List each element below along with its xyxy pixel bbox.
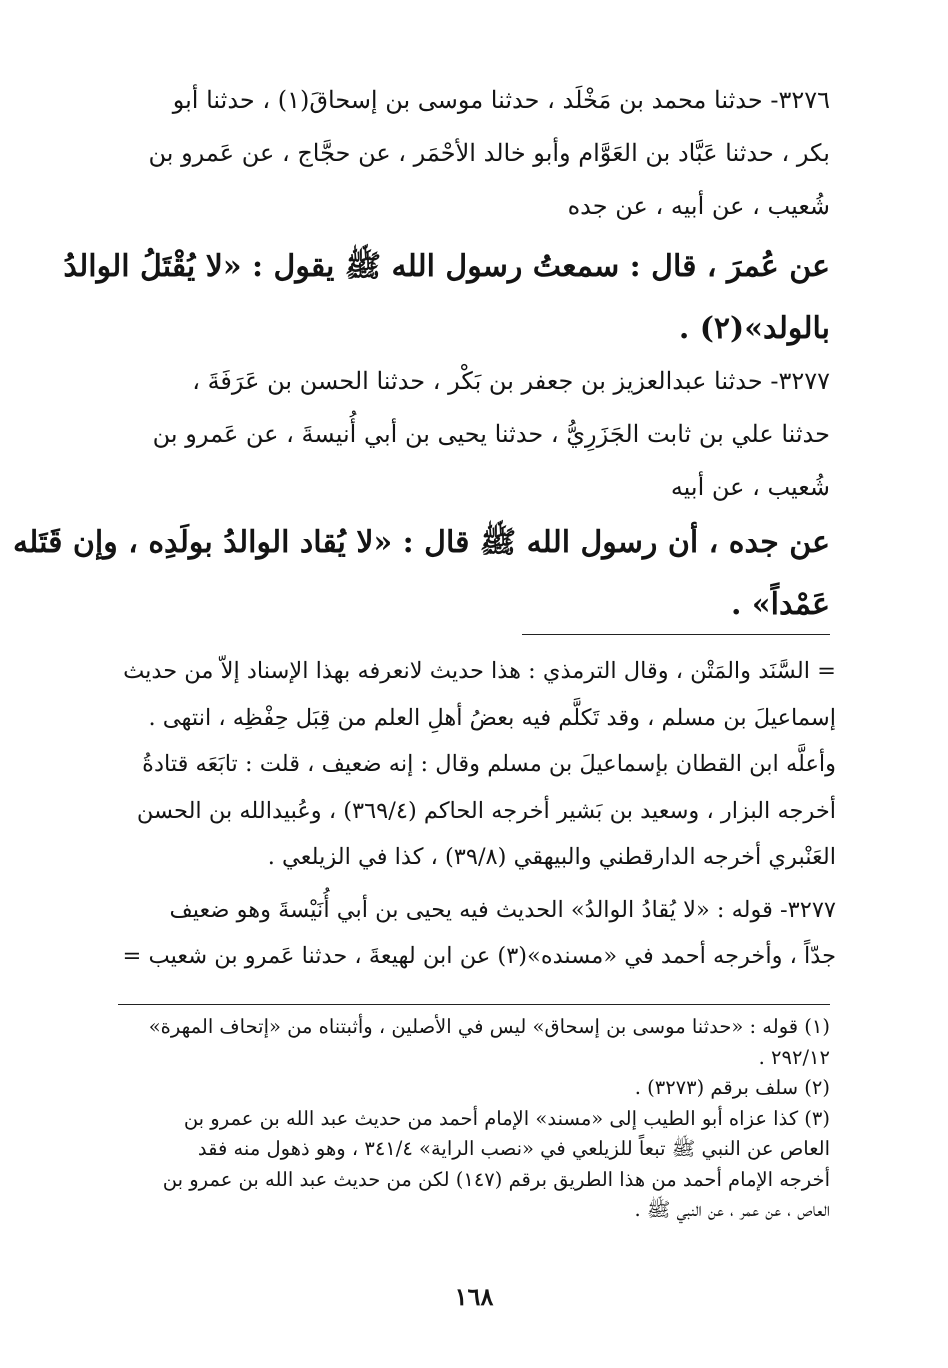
text-line: شُعيب ، عن أبيه xyxy=(670,473,830,501)
text-line: إسماعيلَ بن مسلم ، وقد تَكلَّم فيه بعضُ أهلِ العلم من قِبَل حِفْظِه ، انتهى . xyxy=(148,704,836,731)
text-line: حدثنا علي بن ثابت الجَزَرِيُّ ، حدثنا يحيى بن أبي أُنيسةَ ، عن عَمرو بن xyxy=(152,420,830,448)
text-line: عن عُمرَ ، قال : سمعتُ رسول الله ﷺ يقول : «لا يُقْتَلُ الوالدُ xyxy=(63,249,830,284)
text-line: بكر ، حدثنا عَبَّاد بن العَوَّام وأبو خالد الأحْمَر ، عن حجَّاج ، عن عَمرو بن xyxy=(148,139,830,167)
hadith-3276-matn xyxy=(63,236,830,360)
footnote-separator xyxy=(118,1004,830,1005)
text-line: عن جده ، أن رسول الله ﷺ قال : «لا يُقاد الوالدُ بولَدِه ، وإن قَتَله xyxy=(13,525,830,560)
footnote-line: العاص ، عن عمر ، عن النبي ﷺ . xyxy=(634,1198,830,1221)
text-line: شُعيب ، عن أبيه ، عن جده xyxy=(567,192,830,220)
text-line: بالولد»(٢) . xyxy=(678,311,830,346)
hadith-3276-isnad xyxy=(118,74,830,233)
commentary xyxy=(106,648,836,980)
hadith-3277-isnad xyxy=(118,355,830,514)
page-number: ١٦٨ xyxy=(454,1282,494,1311)
commentary-separator xyxy=(522,634,830,635)
text-line: أخرجه البزار ، وسعيد بن بَشير أخرجه الحاكم (٣٦٩/٤) ، وعُبيدالله بن الحسن xyxy=(136,797,836,824)
text-line: ٣٢٧٧- قوله : «لا يُقادُ الوالدُ» الحديث فيه يحيى بن أبي أُنَيْسةَ وهو ضعيف xyxy=(169,896,836,923)
text-line: ٣٢٧٧- حدثنا عبدالعزيز بن جعفر بن بَكْر ، حدثنا الحسن بن عَرَفَةَ ، xyxy=(192,367,830,395)
footnote-line: ٢٩٢/١٢ . xyxy=(758,1045,830,1069)
text-line: جدّاً ، وأخرجه أحمد في «مسنده»(٣) عن ابن لهيعةَ ، حدثنا عَمرو بن شعيب = xyxy=(122,943,836,969)
footnote-line: العاص عن النبي ﷺ تبعاً للزيلعي في «نصب الراية» ٣٤١/٤ ، وهو ذهول منه فقد xyxy=(197,1137,830,1160)
text-line: وأعلَّه ابن القطان بإسماعيلَ بن مسلم وقال : إنه ضعيف ، قلت : تابَعَه قتادةُ xyxy=(142,751,836,777)
text-line: ٣٢٧٦- حدثنا محمد بن مَخْلَد ، حدثنا موسى بن إسحاقَ(١) ، حدثنا أبو xyxy=(172,86,830,114)
footnote-line: (١) قوله : «حدثنا موسى بن إسحاق» ليس في الأصلين ، وأثبتناه من «إتحاف المهرة» xyxy=(148,1015,830,1038)
hadith-3277-matn xyxy=(13,512,830,636)
footnotes xyxy=(118,1012,830,1226)
footnote-line: أخرجه الإمام أحمد من هذا الطريق برقم (١٤٧) لكن من حديث عبد الله بن عمرو بن xyxy=(162,1167,830,1191)
text-line: العَنْبري أخرجه الدارقطني والبيهقي (٣٩/٨) ، كذا في الزيلعي . xyxy=(267,844,836,870)
text-line: = السَّنَد والمَتْن ، وقال الترمذي : هذا حديث لانعرفه بهذا الإسناد إلاّ من حديث xyxy=(123,658,836,684)
text-line: عَمْداً» . xyxy=(731,587,830,622)
footnote-line: (٢) سلف برقم (٣٢٧٣) . xyxy=(634,1076,830,1099)
footnote-line: (٣) كذا عزاه أبو الطيب إلى «مسند» الإمام أحمد من حديث عبد الله بن عمرو بن xyxy=(183,1106,830,1130)
